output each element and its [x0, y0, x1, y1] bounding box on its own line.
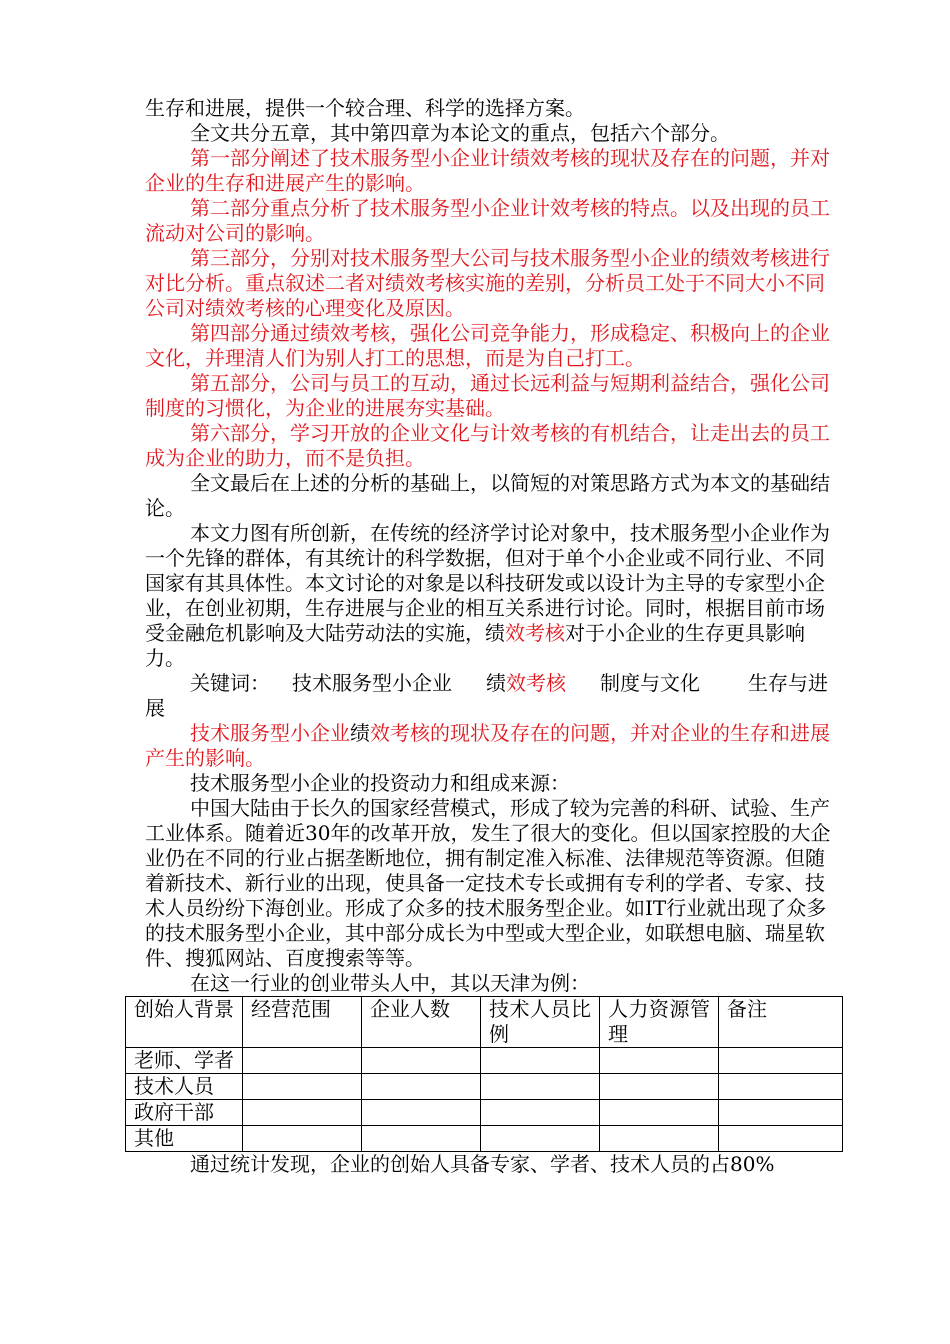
document-page [134, 96, 840, 1177]
paragraph: 技术服务型小企业的投资动力和组成来源： [190, 771, 570, 795]
table-row-label: 政府干部 [126, 1100, 243, 1126]
keywords-line [145, 671, 840, 721]
table-header-cell: 创始人背景 [126, 997, 243, 1048]
keywords-label: 关键词： [190, 671, 270, 695]
text-run: 绩 [486, 671, 506, 695]
text-run: 对于小企业的生存更具影响力。 [145, 621, 805, 670]
text-run: 效考核，强化公司竞争能力，形成稳定、积极向上的企业文化，并理清人们为别人打工的思想，而是为自己打工。 [145, 321, 830, 370]
table-cell [719, 1126, 843, 1152]
paragraph-part-four [145, 321, 840, 371]
table-header-cell: 企业人数 [362, 997, 481, 1048]
table-cell [600, 1100, 719, 1126]
keyword: 生存与进展 [145, 671, 828, 720]
table-row [126, 1074, 843, 1100]
text-run: 第三部分，分别对技术服务型大公司与技术服务型小企业的绩 [190, 246, 730, 270]
table-cell [362, 1048, 481, 1074]
table-row-label: 技术人员 [126, 1074, 243, 1100]
table-header-cell: 备注 [719, 997, 843, 1048]
table-cell [481, 1048, 600, 1074]
table-cell [362, 1074, 481, 1100]
paragraph-part-one [145, 146, 840, 196]
text-run: 本文力图有所创新，在传统的经济学讨论对象中，技术服务型小企业作为一个先锋的群体，有其统计的科学数据，但对于单个小企业或不同行业、不同国家有其具体性。本文讨论的对象是以科技研发或以设计为主导的专家型小企业，在创业初期，生存进展与企业的相互关系进行讨论。同时，根据目前市场受金融危机影响及大陆劳动法的实施，绩 [145, 521, 830, 645]
table-cell [243, 1126, 362, 1152]
paragraph-innovation [145, 521, 840, 671]
paragraph: 全文共分五章，其中第四章为本论文的重点，包括六个部分。 [190, 121, 730, 145]
table-header-row [126, 997, 843, 1048]
paragraph-part-three [145, 246, 840, 321]
text-run-highlight: 效考核 [505, 621, 565, 645]
paragraph-part-six: 第六部分，学习开放的企业文化与计效考核的有机结合，让走出去的员工成为企业的助力，而不是负担。 [145, 421, 830, 470]
table-row [126, 1126, 843, 1152]
paragraph: 中国大陆由于长久的国家经营模式，形成了较为完善的科研、试验、生产工业体系。随着近30年的改革开放，发生了很大的变化。但以国家控股的大企业仍在不同的行业占据垄断地位，拥有制定准入标准、法律规范等资源。但随着新技术、新行业的出现，使具备一定技术专长或拥有专利的学者、专家、技术人员纷纷下海创业。形成了众多的技术服务型企业。如IT行业就出现了众多的技术服务型小企业，其中部分成长为中型或大型企业，如联想电脑、瑞星软件、搜狐网站、百度搜索等等。 [145, 796, 831, 970]
table-cell [719, 1074, 843, 1100]
table-cell [243, 1074, 362, 1100]
table-cell [362, 1100, 481, 1126]
text-run: 效考核实施的差别，分析员工处于不同大小不同公司对绩 [145, 271, 825, 320]
text-run-highlight: 效考核的现状及存在的问题，并对企业的生存和进展产生的影响。 [145, 721, 830, 770]
table-cell [243, 1048, 362, 1074]
text-run: 效考核的心理变化及原因。 [225, 296, 465, 320]
table-cell [719, 1100, 843, 1126]
paragraph-status [145, 721, 840, 771]
paragraph: 全文最后在上述的分析的基础上，以简短的对策思路方式为本文的基础结论。 [145, 471, 830, 520]
text-run: 第四部分通过绩 [190, 321, 330, 345]
table-header-cell: 技术人员比例 [481, 997, 600, 1048]
paragraph: 通过统计发现，企业的创始人具备专家、学者、技术人员的占80% [190, 1152, 775, 1176]
paragraph-part-five: 第五部分，公司与员工的互动，通过长远利益与短期利益结合，强化公司制度的习惯化，为企业的进展夯实基础。 [145, 371, 830, 420]
paragraph: 生存和进展，提供一个较合理、科学的选择方案。 [145, 96, 585, 120]
table-cell [600, 1126, 719, 1152]
text-run: 效考核的现状及存在的问题，并对企业的生存和进展产生的影响。 [145, 146, 830, 195]
table-cell [719, 1048, 843, 1074]
table-cell [481, 1126, 600, 1152]
table-header-cell: 经营范围 [243, 997, 362, 1048]
table-cell [600, 1048, 719, 1074]
text-run-highlight: 效考核 [506, 671, 566, 695]
paragraph-part-two: 第二部分重点分析了技术服务型小企业计效考核的特点。以及出现的员工流动对公司的影响。 [145, 196, 830, 245]
table-header-cell: 人力资源管理 [600, 997, 719, 1048]
text-run-highlight: 技术服务型小企业 [190, 721, 350, 745]
text-run: 绩 [350, 721, 370, 745]
text-run: 第一部分阐述了技术服务型小企业计绩 [190, 146, 530, 170]
table-cell [362, 1126, 481, 1152]
text-run: 效考核进行对比分析。重点叙述二者对绩 [145, 246, 830, 295]
table-row [126, 1100, 843, 1126]
table-cell [600, 1074, 719, 1100]
table-cell [481, 1074, 600, 1100]
founder-background-table [125, 996, 843, 1152]
paragraph: 在这一行业的创业带头人中，其以天津为例： [190, 971, 590, 995]
table-cell [243, 1100, 362, 1126]
table-row-label: 老师、学者 [126, 1048, 243, 1074]
table-cell [481, 1100, 600, 1126]
keyword: 技术服务型小企业 [292, 671, 452, 695]
table-row [126, 1048, 843, 1074]
table-row-label: 其他 [126, 1126, 243, 1152]
keyword [486, 671, 566, 695]
keyword: 制度与文化 [600, 671, 700, 695]
